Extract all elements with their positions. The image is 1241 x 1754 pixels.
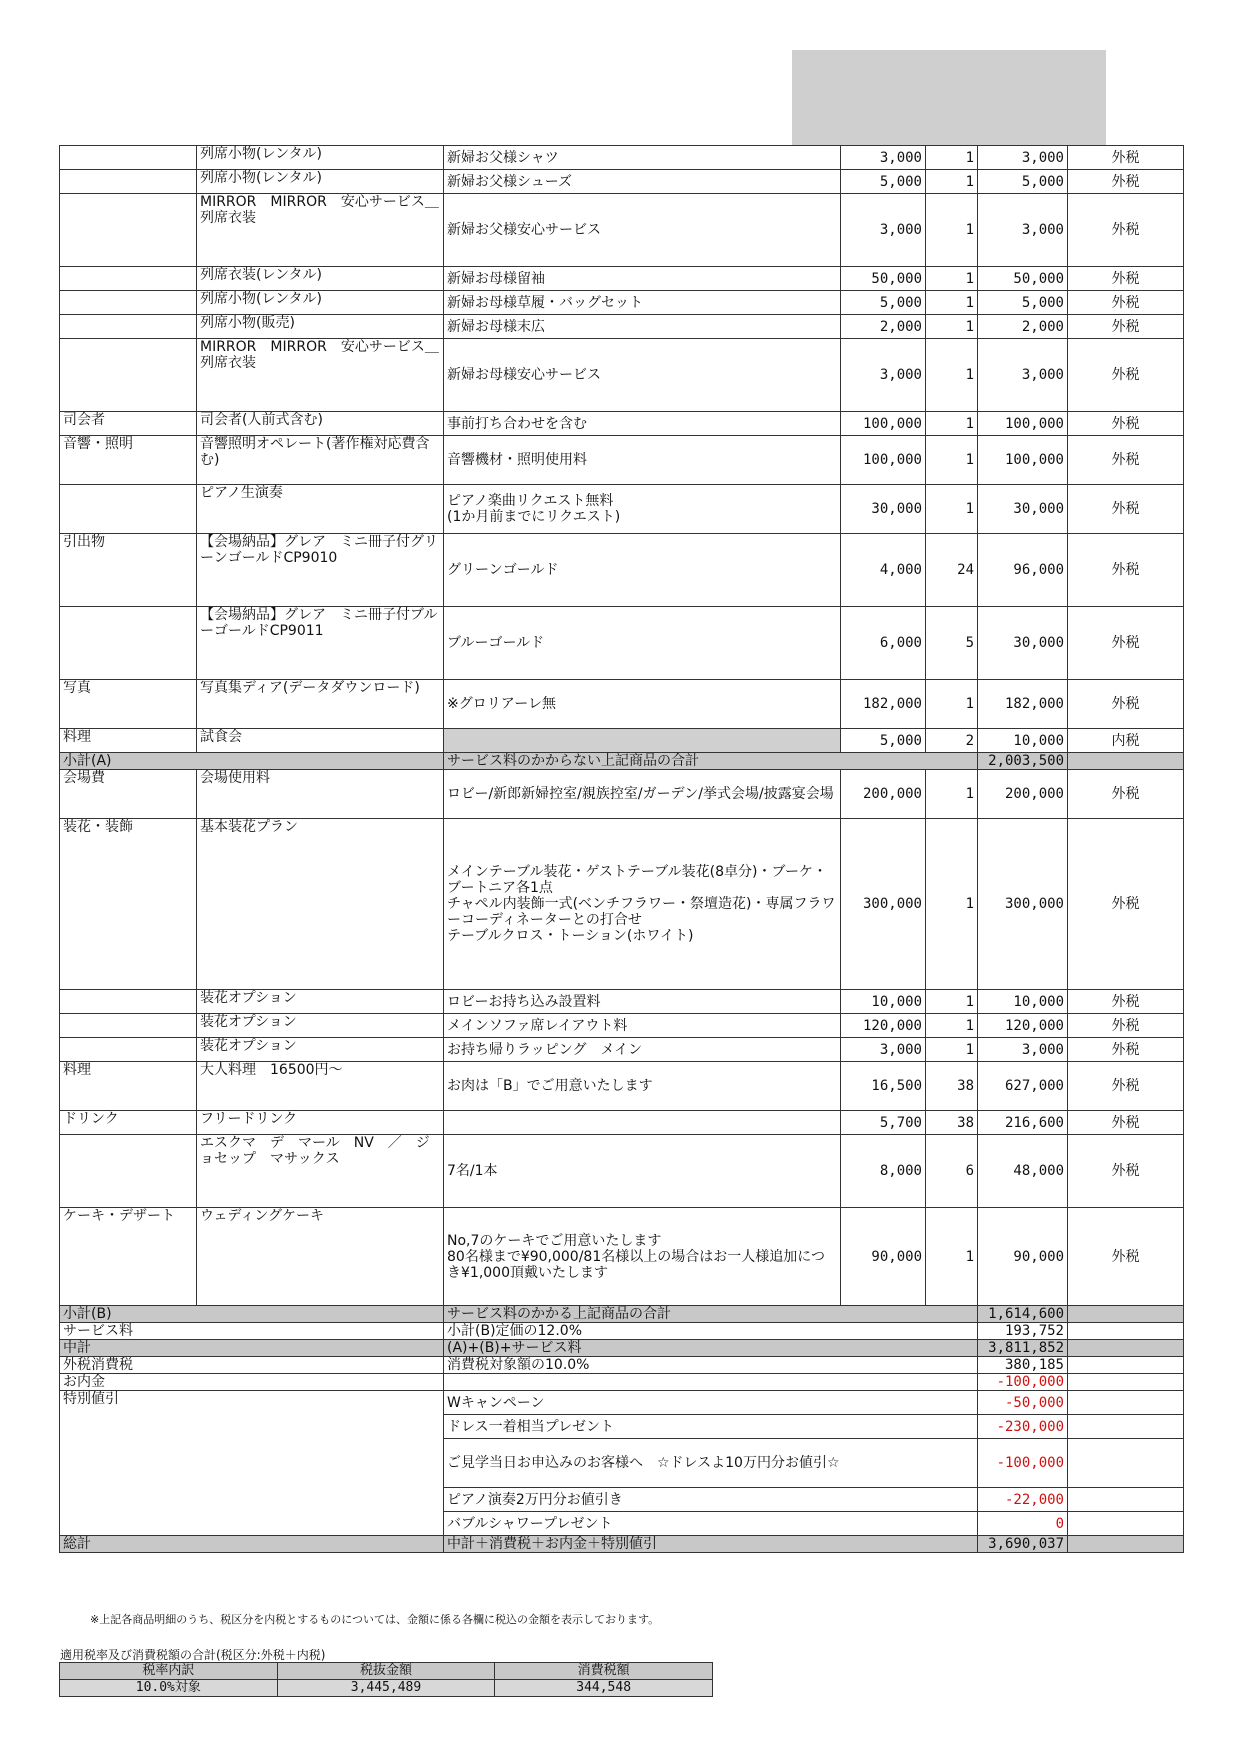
description-cell: ※グロリアーレ無	[444, 680, 841, 729]
discount-empty	[1068, 1415, 1184, 1439]
discount-description: ドレス一着相当プレゼント	[444, 1415, 978, 1439]
amount-cell: 100,000	[978, 412, 1068, 436]
category-cell	[60, 170, 197, 194]
unit-price-cell: 300,000	[841, 819, 926, 990]
tax-type-cell: 外税	[1068, 607, 1184, 680]
amount-cell: 100,000	[978, 436, 1068, 485]
item-cell: 列席小物(レンタル)	[197, 291, 444, 315]
unit-price-cell: 50,000	[841, 267, 926, 291]
tax-summary-title: 適用税率及び消費税額の合計(税区分:外税＋内税)	[60, 1648, 326, 1662]
description-cell	[444, 729, 841, 753]
table-row	[60, 680, 1184, 729]
tax-type-cell: 外税	[1068, 770, 1184, 819]
table-row	[60, 819, 1184, 990]
summary-label: 中計	[60, 1340, 444, 1357]
category-cell	[60, 146, 197, 170]
category-cell	[60, 1038, 197, 1062]
quantity-cell: 6	[926, 1135, 978, 1208]
tax-type-cell: 外税	[1068, 291, 1184, 315]
quantity-cell: 1	[926, 267, 978, 291]
summary-empty	[1068, 753, 1184, 770]
summary-amount: 380,185	[978, 1357, 1068, 1374]
table-row	[60, 315, 1184, 339]
unit-price-cell: 5,000	[841, 729, 926, 753]
unit-price-cell: 30,000	[841, 485, 926, 534]
tax-type-cell: 外税	[1068, 819, 1184, 990]
summary-row	[60, 1357, 1184, 1374]
summary-amount: -100,000	[978, 1374, 1068, 1391]
description-cell: 音響機材・照明使用料	[444, 436, 841, 485]
amount-cell: 90,000	[978, 1208, 1068, 1306]
unit-price-cell: 100,000	[841, 436, 926, 485]
item-cell: ウェディングケーキ	[197, 1208, 444, 1306]
category-cell	[60, 267, 197, 291]
summary-description: サービス料のかかる上記商品の合計	[444, 1306, 978, 1323]
amount-cell: 300,000	[978, 819, 1068, 990]
table-row	[60, 770, 1184, 819]
discount-empty	[1068, 1512, 1184, 1536]
amount-cell: 2,000	[978, 315, 1068, 339]
unit-price-cell: 3,000	[841, 1038, 926, 1062]
tax-summary-table	[59, 1662, 713, 1697]
quantity-cell: 2	[926, 729, 978, 753]
tax-type-cell: 外税	[1068, 170, 1184, 194]
discount-amount: -50,000	[978, 1391, 1068, 1415]
item-cell: 列席小物(レンタル)	[197, 146, 444, 170]
description-cell: お持ち帰りラッピング メイン	[444, 1038, 841, 1062]
item-cell: 列席小物(レンタル)	[197, 170, 444, 194]
summary-empty	[1068, 1374, 1184, 1391]
quantity-cell: 1	[926, 412, 978, 436]
table-row	[60, 534, 1184, 607]
item-cell: 列席衣装(レンタル)	[197, 267, 444, 291]
table-row	[60, 339, 1184, 412]
tax-type-cell: 外税	[1068, 436, 1184, 485]
table-row	[60, 170, 1184, 194]
tax-note: ※上記各商品明細のうち、税区分を内税とするものについては、金額に係る各欄に税込の金額を表示しております。	[90, 1613, 660, 1626]
table-row	[60, 291, 1184, 315]
summary-amount: 1,614,600	[978, 1306, 1068, 1323]
discount-amount: -22,000	[978, 1488, 1068, 1512]
table-row	[60, 1208, 1184, 1306]
category-cell	[60, 1135, 197, 1208]
description-cell: メインテーブル装花・ゲストテーブル装花(8卓分)・ブーケ・ブートニア各1点 チャペル内装飾一式(ベンチフラワー・祭壇造花)・専属フラワーコーディネーターとの打合せ テーブルクロス・トーション(ホワイト)	[444, 819, 841, 990]
category-cell: 料理	[60, 1062, 197, 1111]
amount-cell: 48,000	[978, 1135, 1068, 1208]
amount-cell: 10,000	[978, 729, 1068, 753]
description-cell: 事前打ち合わせを含む	[444, 412, 841, 436]
tax-type-cell: 外税	[1068, 1111, 1184, 1135]
quantity-cell: 1	[926, 485, 978, 534]
amount-cell: 120,000	[978, 1014, 1068, 1038]
unit-price-cell: 200,000	[841, 770, 926, 819]
table-row	[60, 729, 1184, 753]
category-cell: 引出物	[60, 534, 197, 607]
item-cell: 装花オプション	[197, 1014, 444, 1038]
table-row	[60, 1111, 1184, 1135]
quantity-cell: 1	[926, 1208, 978, 1306]
summary-amount: 2,003,500	[978, 753, 1068, 770]
description-cell: お肉は「B」でご用意いたします	[444, 1062, 841, 1111]
item-cell: 会場使用料	[197, 770, 444, 819]
quantity-cell: 1	[926, 680, 978, 729]
quantity-cell: 38	[926, 1111, 978, 1135]
description-cell: 7名/1本	[444, 1135, 841, 1208]
quantity-cell: 1	[926, 819, 978, 990]
redacted-header-block	[792, 50, 1106, 145]
summary-empty	[1068, 1323, 1184, 1340]
category-cell	[60, 990, 197, 1014]
description-cell: 新婦お母様安心サービス	[444, 339, 841, 412]
unit-price-cell: 4,000	[841, 534, 926, 607]
description-cell: 新婦お母様草履・バッグセット	[444, 291, 841, 315]
unit-price-cell: 90,000	[841, 1208, 926, 1306]
quantity-cell: 1	[926, 315, 978, 339]
summary-row	[60, 1340, 1184, 1357]
item-cell: エスクマ デ マール NV ／ ジョセップ マサックス	[197, 1135, 444, 1208]
quantity-cell: 1	[926, 339, 978, 412]
description-cell: 新婦お父様シューズ	[444, 170, 841, 194]
amount-cell: 50,000	[978, 267, 1068, 291]
tax-type-cell: 外税	[1068, 680, 1184, 729]
summary-label: サービス料	[60, 1323, 444, 1340]
unit-price-cell: 5,700	[841, 1111, 926, 1135]
summary-description: 消費税対象額の10.0%	[444, 1357, 978, 1374]
quantity-cell: 5	[926, 607, 978, 680]
tax-type-cell: 外税	[1068, 267, 1184, 291]
description-cell: ブルーゴールド	[444, 607, 841, 680]
tax-type-cell: 内税	[1068, 729, 1184, 753]
category-cell	[60, 607, 197, 680]
summary-label: 小計(A)	[60, 753, 444, 770]
item-cell: ピアノ生演奏	[197, 485, 444, 534]
summary-description: 中計＋消費税＋お内金＋特別値引	[444, 1536, 978, 1553]
summary-label: 総計	[60, 1536, 444, 1553]
summary-description: 小計(B)定価の12.0%	[444, 1323, 978, 1340]
tax-tax-value: 344,548	[495, 1680, 713, 1697]
item-cell: 大人料理 16500円～	[197, 1062, 444, 1111]
summary-label: 外税消費税	[60, 1357, 444, 1374]
unit-price-cell: 100,000	[841, 412, 926, 436]
unit-price-cell: 182,000	[841, 680, 926, 729]
category-cell	[60, 194, 197, 267]
unit-price-cell: 3,000	[841, 194, 926, 267]
summary-label: 小計(B)	[60, 1306, 444, 1323]
category-cell	[60, 485, 197, 534]
discount-row	[60, 1391, 1184, 1415]
table-row	[60, 1135, 1184, 1208]
tax-type-cell: 外税	[1068, 315, 1184, 339]
table-row	[60, 485, 1184, 534]
quantity-cell: 1	[926, 770, 978, 819]
discount-empty	[1068, 1488, 1184, 1512]
quantity-cell: 1	[926, 990, 978, 1014]
quantity-cell: 1	[926, 291, 978, 315]
quantity-cell: 1	[926, 436, 978, 485]
item-cell: MIRROR MIRROR 安心サービス＿列席衣装	[197, 339, 444, 412]
category-cell: 会場費	[60, 770, 197, 819]
table-row	[60, 267, 1184, 291]
tax-excl-value: 3,445,489	[277, 1680, 495, 1697]
unit-price-cell: 8,000	[841, 1135, 926, 1208]
summary-empty	[1068, 1340, 1184, 1357]
discount-amount: 0	[978, 1512, 1068, 1536]
tax-type-cell: 外税	[1068, 412, 1184, 436]
discount-description: バブルシャワープレゼント	[444, 1512, 978, 1536]
category-cell: ケーキ・デザート	[60, 1208, 197, 1306]
summary-empty	[1068, 1357, 1184, 1374]
table-row	[60, 607, 1184, 680]
unit-price-cell: 16,500	[841, 1062, 926, 1111]
description-cell: ロビーお持ち込み設置料	[444, 990, 841, 1014]
amount-cell: 182,000	[978, 680, 1068, 729]
item-cell: 写真集ディア(データダウンロード)	[197, 680, 444, 729]
discount-label: 特別値引	[60, 1391, 444, 1536]
tax-type-cell: 外税	[1068, 534, 1184, 607]
unit-price-cell: 5,000	[841, 291, 926, 315]
estimate-table-body	[60, 146, 1184, 1553]
table-row	[60, 1014, 1184, 1038]
category-cell	[60, 315, 197, 339]
quantity-cell: 1	[926, 194, 978, 267]
tax-type-cell: 外税	[1068, 1135, 1184, 1208]
summary-description	[444, 1374, 978, 1391]
tax-header-excl: 税抜金額	[277, 1663, 495, 1680]
tax-type-cell: 外税	[1068, 990, 1184, 1014]
item-cell: 装花オプション	[197, 1038, 444, 1062]
amount-cell: 5,000	[978, 291, 1068, 315]
description-cell: 新婦お母様末広	[444, 315, 841, 339]
category-cell: 司会者	[60, 412, 197, 436]
item-cell: 司会者(人前式含む)	[197, 412, 444, 436]
summary-empty	[1068, 1536, 1184, 1553]
amount-cell: 96,000	[978, 534, 1068, 607]
category-cell	[60, 291, 197, 315]
tax-header-tax: 消費税額	[495, 1663, 713, 1680]
amount-cell: 3,000	[978, 1038, 1068, 1062]
table-row	[60, 1062, 1184, 1111]
quantity-cell: 1	[926, 1014, 978, 1038]
discount-description: ご見学当日お申込みのお客様へ ☆ドレスよ10万円分お値引☆	[444, 1439, 978, 1488]
category-cell: 音響・照明	[60, 436, 197, 485]
amount-cell: 10,000	[978, 990, 1068, 1014]
description-cell: 新婦お母様留袖	[444, 267, 841, 291]
category-cell: 料理	[60, 729, 197, 753]
category-cell	[60, 1014, 197, 1038]
discount-amount: -100,000	[978, 1439, 1068, 1488]
description-cell: ピアノ楽曲リクエスト無料 (1か月前までにリクエスト)	[444, 485, 841, 534]
unit-price-cell: 10,000	[841, 990, 926, 1014]
category-cell: ドリンク	[60, 1111, 197, 1135]
item-cell: 音響照明オペレート(著作権対応費含む)	[197, 436, 444, 485]
quantity-cell: 1	[926, 1038, 978, 1062]
summary-label: お内金	[60, 1374, 444, 1391]
description-cell: 新婦お父様安心サービス	[444, 194, 841, 267]
item-cell: フリードリンク	[197, 1111, 444, 1135]
tax-type-cell: 外税	[1068, 485, 1184, 534]
category-cell	[60, 339, 197, 412]
item-cell: 基本装花プラン	[197, 819, 444, 990]
quantity-cell: 1	[926, 170, 978, 194]
quantity-cell: 24	[926, 534, 978, 607]
amount-cell: 30,000	[978, 485, 1068, 534]
summary-amount: 193,752	[978, 1323, 1068, 1340]
discount-empty	[1068, 1391, 1184, 1415]
tax-type-cell: 外税	[1068, 1038, 1184, 1062]
discount-description: Wキャンペーン	[444, 1391, 978, 1415]
amount-cell: 200,000	[978, 770, 1068, 819]
item-cell: 【会場納品】グレア ミニ冊子付グリーンゴールドCP9010	[197, 534, 444, 607]
unit-price-cell: 120,000	[841, 1014, 926, 1038]
table-row	[60, 1038, 1184, 1062]
summary-amount: 3,811,852	[978, 1340, 1068, 1357]
item-cell: 列席小物(販売)	[197, 315, 444, 339]
table-row	[60, 194, 1184, 267]
unit-price-cell: 2,000	[841, 315, 926, 339]
description-cell	[444, 1111, 841, 1135]
estimate-table	[59, 145, 1184, 1553]
summary-description: (A)+(B)+サービス料	[444, 1340, 978, 1357]
description-cell: グリーンゴールド	[444, 534, 841, 607]
tax-rate-value: 10.0%対象	[60, 1680, 278, 1697]
tax-type-cell: 外税	[1068, 1014, 1184, 1038]
unit-price-cell: 3,000	[841, 146, 926, 170]
description-cell: メインソファ席レイアウト料	[444, 1014, 841, 1038]
quantity-cell: 38	[926, 1062, 978, 1111]
amount-cell: 3,000	[978, 339, 1068, 412]
amount-cell: 3,000	[978, 146, 1068, 170]
description-cell: 新婦お父様シャツ	[444, 146, 841, 170]
tax-type-cell: 外税	[1068, 1208, 1184, 1306]
category-cell: 写真	[60, 680, 197, 729]
unit-price-cell: 3,000	[841, 339, 926, 412]
tax-type-cell: 外税	[1068, 1062, 1184, 1111]
discount-amount: -230,000	[978, 1415, 1068, 1439]
description-cell: ロビー/新郎新婦控室/親族控室/ガーデン/挙式会場/披露宴会場	[444, 770, 841, 819]
item-cell: MIRROR MIRROR 安心サービス＿列席衣装	[197, 194, 444, 267]
table-row	[60, 436, 1184, 485]
subtotal-a-row	[60, 753, 1184, 770]
table-row	[60, 412, 1184, 436]
summary-row	[60, 1306, 1184, 1323]
category-cell: 装花・装飾	[60, 819, 197, 990]
summary-row	[60, 1374, 1184, 1391]
summary-amount: 3,690,037	[978, 1536, 1068, 1553]
summary-row	[60, 1323, 1184, 1340]
item-cell: 【会場納品】グレア ミニ冊子付ブルーゴールドCP9011	[197, 607, 444, 680]
unit-price-cell: 5,000	[841, 170, 926, 194]
amount-cell: 216,600	[978, 1111, 1068, 1135]
unit-price-cell: 6,000	[841, 607, 926, 680]
tax-type-cell: 外税	[1068, 339, 1184, 412]
table-row	[60, 990, 1184, 1014]
description-cell: No,7のケーキでご用意いたします 80名様まで¥90,000/81名様以上の場合はお一人様追加につき¥1,000頂戴いたします	[444, 1208, 841, 1306]
summary-empty	[1068, 1306, 1184, 1323]
tax-type-cell: 外税	[1068, 194, 1184, 267]
tax-header-rate: 税率内訳	[60, 1663, 278, 1680]
item-cell: 装花オプション	[197, 990, 444, 1014]
amount-cell: 627,000	[978, 1062, 1068, 1111]
tax-type-cell: 外税	[1068, 146, 1184, 170]
table-row	[60, 146, 1184, 170]
amount-cell: 30,000	[978, 607, 1068, 680]
amount-cell: 5,000	[978, 170, 1068, 194]
item-cell: 試食会	[197, 729, 444, 753]
grand-total-row	[60, 1536, 1184, 1553]
summary-description: サービス料のかからない上記商品の合計	[444, 753, 978, 770]
discount-description: ピアノ演奏2万円分お値引き	[444, 1488, 978, 1512]
amount-cell: 3,000	[978, 194, 1068, 267]
quantity-cell: 1	[926, 146, 978, 170]
discount-empty	[1068, 1439, 1184, 1488]
